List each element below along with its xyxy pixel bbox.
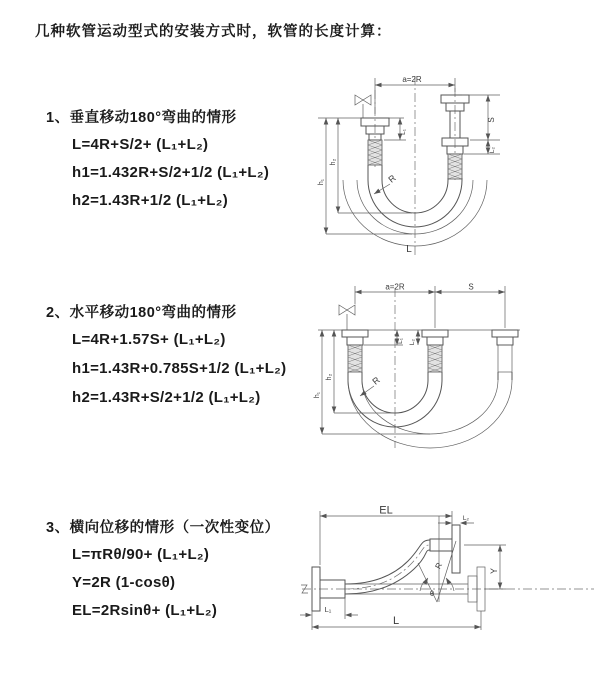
formula-line: h2=1.43R+1/2 (L₁+L₂): [72, 192, 229, 209]
dim-label-h2: h₂: [326, 373, 333, 381]
dimension-l2: [438, 515, 474, 525]
dimension-l1: [384, 118, 407, 140]
dim-label-s: S: [468, 282, 474, 292]
formula-line: L=4R+1.57S+ (L₁+L₂): [72, 331, 226, 348]
formula-line: Y=2R (1-cosθ): [72, 574, 176, 591]
valve-icon: [355, 95, 371, 118]
section-2-heading: 2、水平移动180°弯曲的情形: [46, 305, 237, 321]
dim-label-y: Y: [489, 567, 499, 575]
formula-line: h1=1.43R+0.785S+1/2 (L₁+L₂): [72, 360, 287, 377]
middle-fitting: [422, 330, 448, 372]
dimension-l1: [364, 330, 404, 345]
formula-line: L=πRθ/90+ (L₁+L₂): [72, 546, 210, 563]
dim-label-h1: h₁: [318, 178, 325, 186]
dim-label-h2: h₂: [330, 158, 337, 166]
horizontal-bend-diagram: [308, 280, 600, 452]
dim-label-l2: L₂: [489, 146, 496, 154]
valve-icon: [339, 305, 355, 330]
dimension-a2r: [355, 283, 505, 329]
left-fitting: [342, 330, 368, 372]
dim-label-a2r: a=2R: [402, 75, 422, 84]
dim-label-r: R: [433, 561, 445, 571]
formula-line: L=4R+S/2+ (L₁+L₂): [72, 136, 209, 153]
dim-label-l: L: [406, 244, 412, 255]
dim-label-l: L: [392, 615, 400, 627]
dim-label-l2: L₂: [462, 515, 470, 522]
formula-line: h2=1.43R+S/2+1/2 (L₁+L₂): [72, 389, 261, 406]
formula-line: h1=1.432R+S/2+1/2 (L₁+L₂): [72, 164, 270, 181]
dim-label-s: S: [487, 117, 496, 123]
hose-s-curve: [345, 540, 430, 594]
hose-u-bend: [348, 372, 512, 448]
dim-label-l2: L₂: [409, 338, 416, 346]
page-title: 几种软管运动型式的安装方式时，软管的长度计算：: [35, 24, 392, 40]
dim-label-l1: L₁: [400, 129, 407, 135]
dimension-l2: [409, 330, 420, 345]
lateral-displacement-diagram: [298, 503, 600, 645]
dimension-l2: [486, 140, 496, 154]
dim-label-r: R: [386, 172, 398, 185]
dim-label-l1: L₁: [324, 605, 332, 614]
dimension-h1: [318, 118, 412, 234]
dimension-s: [435, 283, 505, 295]
section-3-heading: 3、横向位移的情形（一次性变位）: [46, 520, 280, 536]
dim-label-r: R: [370, 374, 382, 387]
dimension-l: [312, 611, 481, 630]
radius-leader: [373, 172, 398, 195]
dim-label-el: EL: [379, 504, 393, 517]
dim-label-l1: L₁: [397, 338, 404, 344]
dim-label-a2r: a=2R: [385, 282, 405, 292]
section-1-heading: 1、垂直移动180°弯曲的情形: [46, 110, 237, 126]
vertical-bend-diagram: [312, 70, 600, 260]
formula-line: EL=2Rsinθ+ (L₁+L₂): [72, 602, 218, 619]
dim-label-theta: θ: [429, 589, 435, 598]
right-fitting-phantom: [492, 330, 518, 372]
dimension-l1: [300, 598, 358, 619]
dimension-el: [320, 505, 452, 566]
dim-label-h1: h₁: [314, 391, 321, 399]
